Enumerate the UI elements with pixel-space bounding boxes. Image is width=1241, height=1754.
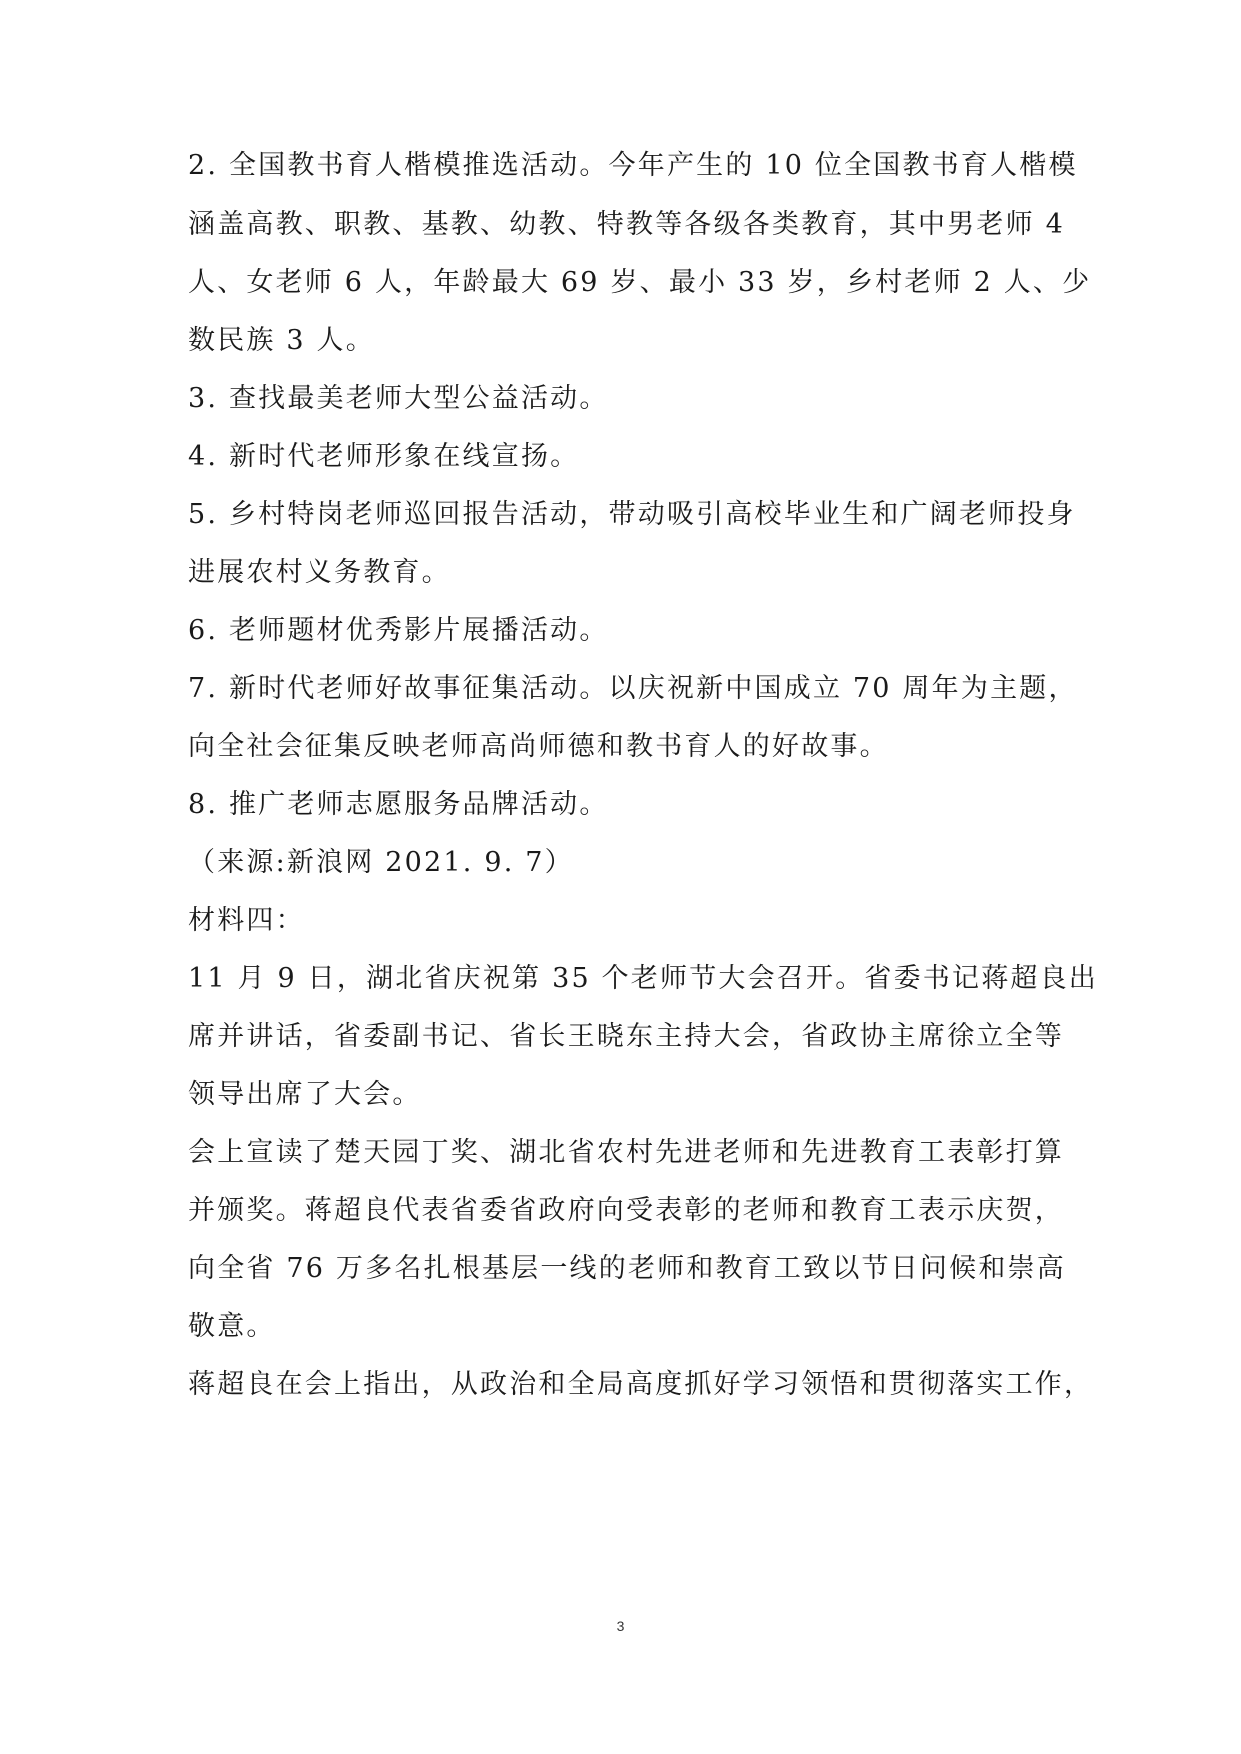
text-line: 11 月 9 日，湖北省庆祝第 35 个老师节大会召开。省委书记蒋超良出 bbox=[188, 963, 1099, 994]
text-line: 材料四： bbox=[188, 905, 305, 936]
text-line: 2. 全国教书育人楷模推选活动。今年产生的 10 位全国教书育人楷模 bbox=[188, 150, 1078, 181]
text-line: 向全省 76 万多名扎根基层一线的老师和教育工致以节日问候和崇高 bbox=[188, 1253, 1066, 1284]
text-line: 人、女老师 6 人，年龄最大 69 岁、最小 33 岁，乡村老师 2 人、少 bbox=[188, 267, 1092, 298]
text-line: 敬意。 bbox=[188, 1311, 276, 1342]
text-line: 领导出席了大会。 bbox=[188, 1079, 422, 1110]
text-line: 并颁奖。蒋超良代表省委省政府向受表彰的老师和教育工表示庆贺， bbox=[188, 1195, 1064, 1226]
text-line: 进展农村义务教育。 bbox=[188, 557, 451, 588]
text-line: 8. 推广老师志愿服务品牌活动。 bbox=[188, 789, 609, 820]
text-line: 涵盖高教、职教、基教、幼教、特教等各级各类教育，其中男老师 4 bbox=[188, 209, 1065, 240]
text-line: 蒋超良在会上指出，从政治和全局高度抓好学习领悟和贯彻落实工作， bbox=[188, 1369, 1094, 1400]
text-line: 7. 新时代老师好故事征集活动。以庆祝新中国成立 70 周年为主题， bbox=[188, 673, 1078, 704]
text-line: 席并讲话，省委副书记、省长王晓东主持大会，省政协主席徐立全等 bbox=[188, 1021, 1064, 1052]
text-line: 6. 老师题材优秀影片展播活动。 bbox=[188, 615, 609, 646]
text-line: 4. 新时代老师形象在线宣扬。 bbox=[188, 441, 580, 472]
text-line: 会上宣读了楚天园丁奖、湖北省农村先进老师和先进教育工表彰打算 bbox=[188, 1137, 1064, 1168]
page-number: 3 bbox=[616, 1618, 625, 1634]
text-line: 5. 乡村特岗老师巡回报告活动，带动吸引高校毕业生和广阔老师投身 bbox=[188, 499, 1076, 530]
text-line: （来源:新浪网 2021. 9. 7） bbox=[188, 847, 574, 878]
text-line: 3. 查找最美老师大型公益活动。 bbox=[188, 383, 609, 414]
text-line: 向全社会征集反映老师高尚师德和教书育人的好故事。 bbox=[188, 731, 889, 762]
text-line: 数民族 3 人。 bbox=[188, 325, 375, 356]
